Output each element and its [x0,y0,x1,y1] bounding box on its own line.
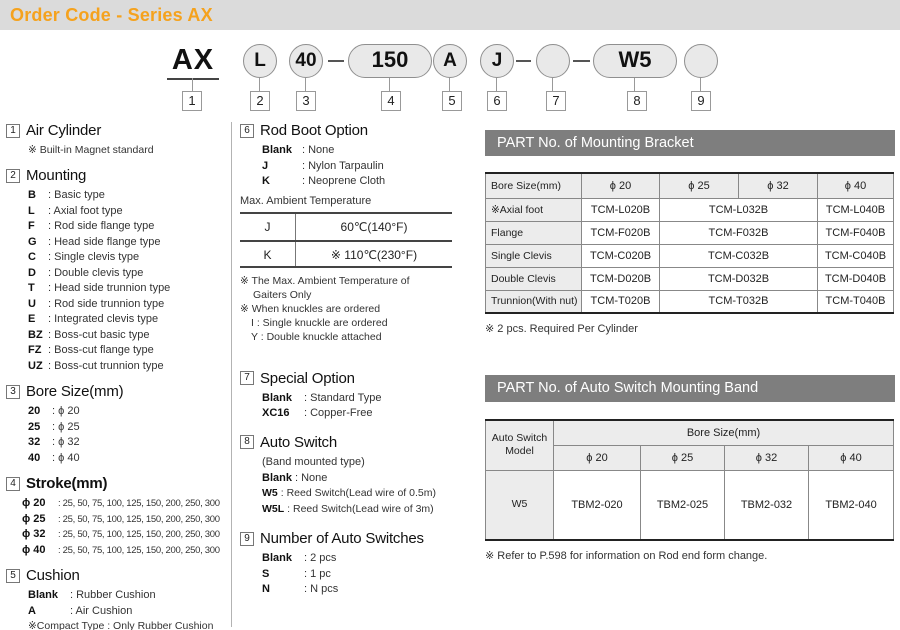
left-column [6,122,228,630]
option-item [22,527,228,543]
section-title: Rod Boot Option [260,122,368,139]
option-item [28,404,228,420]
option-desc: : None [294,471,328,484]
option-code: UZ [28,359,43,372]
code-position-number: 2 [250,91,270,111]
section-number: 6 [240,124,254,138]
part-number: TCM-C032B [660,244,818,267]
part-number: TBM2-025 [641,470,725,540]
mounting-bracket-table [485,172,894,314]
right-column [485,130,895,563]
row-label: ※Axial foot [486,198,582,221]
option-code: Blank [28,589,58,601]
table-row [486,244,894,267]
section-note: ※Compact Type : Only Rubber Cushion [28,620,214,630]
option-code: U [28,297,36,310]
section-number: 1 [6,124,20,138]
column-header: ϕ 20 [554,445,641,470]
option-code: C [28,251,36,263]
section-bore-size [6,383,228,466]
order-code-switch-qty [684,44,718,78]
part-number: TCM-L040B [818,198,894,221]
section-number: 9 [240,532,254,546]
part-number: TCM-C040B [818,244,894,267]
option-item [28,328,228,344]
column-header: ϕ 40 [809,445,894,470]
column-header: Auto Switch Model [486,420,554,470]
leader-line [259,78,260,91]
code-position-number: 6 [487,91,507,111]
option-desc: : Basic type [48,189,105,201]
row-label: Flange [486,221,582,244]
section-subtitle: (Band mounted type) [262,455,365,468]
option-desc: : ϕ 25 [52,420,80,433]
order-code-special-option [536,44,570,78]
option-code: XC16 [262,407,290,419]
row-label: W5 [486,470,554,540]
section-heading [6,567,228,584]
footnote: Gaiters Only [253,288,312,301]
option-item [28,266,228,282]
option-code: ϕ 20 [22,497,46,509]
option-item [28,604,228,620]
section-heading [240,434,470,451]
code-position-number: 5 [442,91,462,111]
switch-band-table [485,419,894,541]
section-heading [6,475,228,492]
column-divider [231,122,232,627]
code-position-number: 8 [627,91,647,111]
temperature-table [240,212,452,268]
leader-line [305,78,306,91]
option-code: J [262,159,269,172]
section-number: 7 [240,371,254,385]
footnote: ※ The Max. Ambient Temperature of [240,274,410,287]
column-header: ϕ 40 [818,173,894,198]
option-code: Blank [262,552,292,564]
section-switch-count [240,530,470,598]
option-desc: : Reed Switch(Lead wire of 3m) [287,502,434,515]
option-code: L [28,204,35,217]
option-desc: : ϕ 40 [52,451,80,464]
section-cushion [6,567,228,630]
column-header: ϕ 25 [641,445,725,470]
option-code: Blank [262,144,292,156]
option-item [28,588,228,604]
option-item [28,343,228,359]
option-item [262,406,470,422]
section-title: Air Cylinder [26,122,102,139]
section-heading [6,167,228,184]
column-header: ϕ 25 [660,173,739,198]
section-special-option [240,370,470,422]
option-item [28,250,228,266]
part-number: TCM-T040B [818,290,894,313]
option-item [28,451,228,467]
option-desc: : Nylon Tarpaulin [302,159,384,172]
switch-band-table-title: PART No. of Auto Switch Mounting Band [485,375,895,402]
column-header: ϕ 32 [725,445,809,470]
temperature-code: K [240,242,296,266]
section-heading [240,530,470,547]
option-desc: : Boss-cut basic type [48,328,150,341]
option-list [28,588,228,619]
order-code-rod-boot: J [480,44,514,78]
option-code: 20 [28,405,41,417]
option-code: 25 [28,420,41,433]
temperature-value: ※ 110℃(230°F) [330,247,418,262]
option-desc: : 25, 50, 75, 100, 125, 150, 200, 250, 300 [58,498,220,509]
section-number: 8 [240,435,254,449]
option-code: Blank [262,391,292,404]
temperature-value: 60℃(140°F) [340,219,408,234]
option-desc: : Axial foot type [48,204,123,217]
section-title: Cushion [26,567,80,584]
option-item [262,159,470,175]
option-item [22,512,228,528]
part-number: TBM2-040 [809,470,894,540]
option-list [262,471,470,518]
order-code-diagram [0,38,900,118]
option-desc: : Copper-Free [304,407,373,419]
option-desc: : Boss-cut flange type [48,344,154,356]
page-title: Order Code - Series AX [10,5,213,25]
temperature-code: J [240,214,296,240]
order-code-cushion: A [433,44,467,78]
part-number: TCM-D020B [582,267,660,290]
option-item [22,543,228,559]
option-code: F [28,220,35,232]
section-heading [6,122,228,139]
option-item [28,359,228,375]
option-code: W5 [262,487,278,499]
part-number: TBM2-032 [725,470,809,540]
part-number: TCM-L032B [660,198,818,221]
group-header: Bore Size(mm) [554,420,894,445]
order-code-mounting: L [243,44,277,78]
option-desc: : None [302,144,335,156]
option-list [262,143,470,190]
option-desc: : Boss-cut trunnion type [48,359,164,372]
option-item [28,281,228,297]
option-desc: : Integrated clevis type [48,313,159,325]
option-item [262,471,470,487]
option-item [28,420,228,436]
order-code-bore: 40 [289,44,323,78]
option-item [28,188,228,204]
option-code: ϕ 40 [22,543,46,556]
section-title: Bore Size(mm) [26,383,124,400]
option-desc: : Single clevis type [48,251,140,263]
option-desc: : Head side trunnion type [48,282,171,294]
option-code: S [262,567,270,580]
section-number: 3 [6,385,20,399]
temperature-table-label: Max. Ambient Temperature [240,194,372,207]
option-code: E [28,313,36,325]
section-title: Auto Switch [260,433,338,451]
table-row [486,290,894,313]
part-number: TCM-T020B [582,290,660,313]
option-code: G [28,235,37,248]
code-position-number: 3 [296,91,316,111]
option-desc: : 25, 50, 75, 100, 125, 150, 200, 250, 300 [58,513,220,525]
table-header-row [486,420,894,445]
option-item [262,567,470,583]
option-code: ϕ 25 [22,512,46,525]
part-number: TCM-F032B [660,221,818,244]
section-heading [6,383,228,400]
table-header-row [486,173,894,198]
option-item [262,582,470,598]
part-number: TCM-T032B [660,290,818,313]
leader-line [552,78,553,91]
option-desc: : Rubber Cushion [70,589,156,601]
option-code: B [28,189,36,201]
section-number: 5 [6,569,20,583]
option-desc: : 1 pc [304,567,331,580]
footnote: ※ When knuckles are ordered [240,302,381,315]
part-number: TCM-C020B [582,244,660,267]
section-title: Number of Auto Switches [260,530,424,547]
leader-line [449,78,450,91]
option-list [28,404,228,466]
option-item [28,435,228,451]
part-number: TCM-D040B [818,267,894,290]
middle-column [240,122,470,607]
order-code-auto-switch: W5 [593,44,677,78]
option-code: D [28,266,36,279]
row-label: Trunnion(With nut) [486,290,582,313]
option-item [262,486,470,502]
code-position-number: 9 [691,91,711,111]
dash-separator [573,60,590,62]
option-code: A [28,604,36,617]
section-heading [240,370,470,387]
order-code-series-label: AX [167,42,219,80]
option-desc: : ϕ 32 [52,436,80,448]
option-item [28,204,228,220]
leader-line [192,78,193,91]
option-item [28,219,228,235]
option-item [262,391,470,407]
option-desc: : Standard Type [304,391,382,404]
option-item [262,551,470,567]
option-list [22,496,228,558]
option-code: BZ [28,328,43,341]
column-header: Bore Size(mm) [486,173,582,198]
part-number: TCM-D032B [660,267,818,290]
option-item [22,496,228,512]
option-desc: : Head side flange type [48,235,161,248]
option-desc: : Rod side flange type [48,220,155,232]
option-list [28,188,228,374]
section-number: 4 [6,477,20,491]
option-desc: : Double clevis type [48,266,144,279]
option-desc: : Rod side trunnion type [48,297,165,310]
section-title: Mounting [26,167,87,184]
temperature-row [240,214,452,240]
code-position-number: 1 [182,91,202,111]
option-item [28,235,228,251]
option-list [262,391,470,422]
table-footnote: ※ 2 pcs. Required Per Cylinder [485,323,638,335]
table-footnote: ※ Refer to P.598 for information on Rod end form change. [485,550,768,562]
part-number: TCM-F020B [582,221,660,244]
code-position-number: 7 [546,91,566,111]
temperature-row [240,240,452,266]
dash-separator [328,60,344,62]
option-code: N [262,583,270,595]
option-item [28,297,228,313]
order-code-stroke: 150 [348,44,432,78]
leader-line [634,78,635,91]
section-title: Special Option [260,369,355,387]
option-desc: : N pcs [304,583,339,595]
option-item [28,312,228,328]
section-mounting [6,167,228,374]
section-air-cylinder [6,122,228,158]
option-code: FZ [28,344,42,356]
option-desc: : Air Cushion [70,604,133,617]
option-item [262,174,470,190]
option-code: Blank [262,471,292,484]
option-list [262,551,470,598]
dash-separator [516,60,531,62]
row-label: Double Clevis [486,267,582,290]
table-row [486,267,894,290]
table-row [486,470,894,540]
option-code: K [262,175,270,187]
code-position-number: 4 [381,91,401,111]
option-desc: : Neoprene Cloth [302,175,386,187]
section-auto-switch [240,434,470,518]
part-number: TBM2-020 [554,470,641,540]
option-desc: : 25, 50, 75, 100, 125, 150, 200, 250, 300 [58,529,220,540]
column-header: ϕ 32 [739,173,818,198]
leader-line [389,78,390,91]
section-heading [240,122,470,139]
option-code: 32 [28,436,41,448]
option-code: 40 [28,451,41,464]
option-code: W5L [262,502,285,515]
option-item [262,143,470,159]
section-number: 2 [6,169,20,183]
option-desc: : Reed Switch(Lead wire of 0.5m) [280,487,436,499]
option-desc: : 2 pcs [304,552,337,564]
page-header-bar [0,0,900,30]
part-number: TCM-L020B [582,198,660,221]
section-stroke [6,475,228,558]
footnote: I : Single knuckle are ordered [251,316,388,329]
mounting-bracket-table-title: PART No. of Mounting Bracket [485,130,895,156]
part-number: TCM-F040B [818,221,894,244]
option-code: T [28,282,35,294]
table-row [486,198,894,221]
option-code: ϕ 32 [22,528,46,540]
leader-line [700,78,701,91]
option-desc: : 25, 50, 75, 100, 125, 150, 200, 250, 300 [58,544,220,556]
footnote: Y : Double knuckle attached [251,330,382,343]
column-header: ϕ 20 [582,173,660,198]
section-rod-boot [240,122,470,344]
section-note: ※ Built-in Magnet standard [28,144,154,156]
section-title: Stroke(mm) [26,475,108,492]
option-item [262,502,470,518]
table-row [486,221,894,244]
option-desc: : ϕ 20 [52,405,80,417]
leader-line [496,78,497,91]
row-label: Single Clevis [486,244,582,267]
